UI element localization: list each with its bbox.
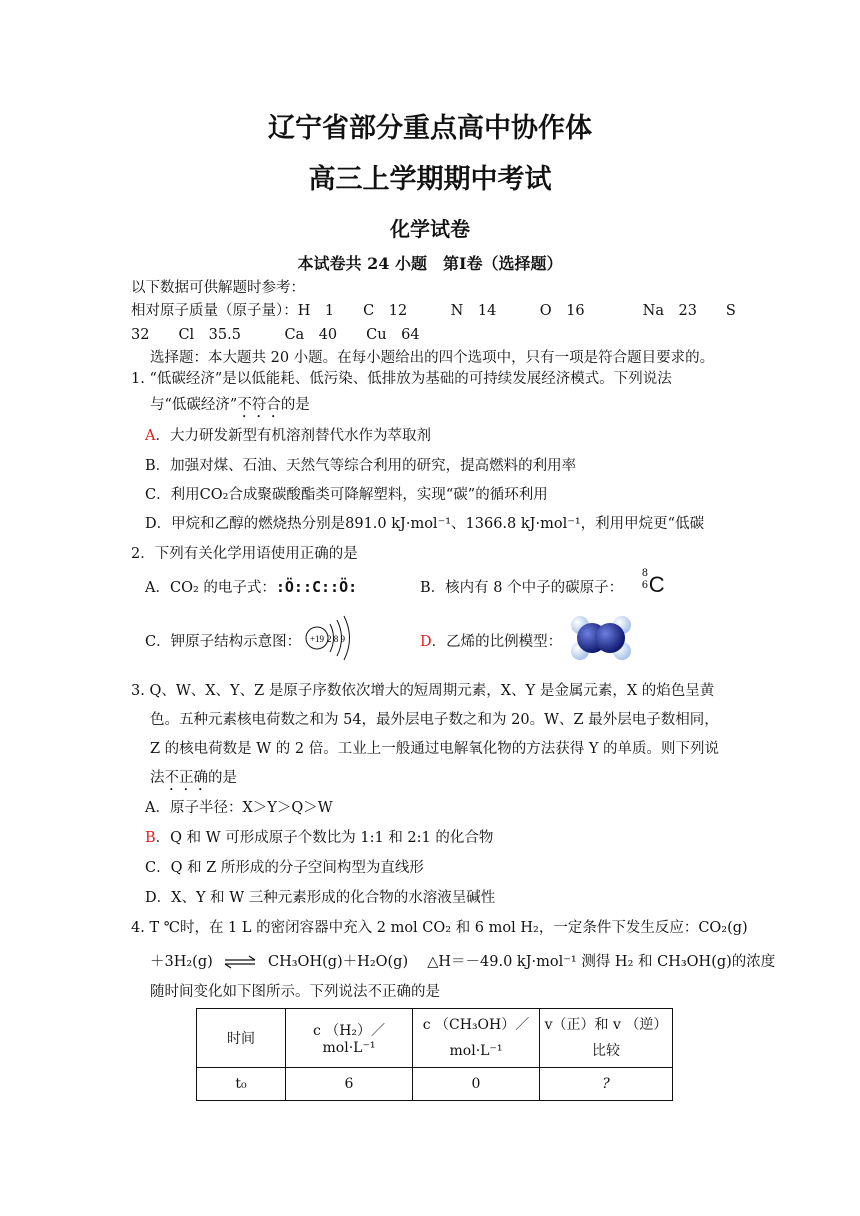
reversible-arrow-icon <box>223 955 257 969</box>
q4-products: CH₃OH(g)＋H₂O(g) △H＝－49.0 kJ·mol⁻¹ 测得 H₂ 和 CH₃OH(g)的浓度 <box>268 954 776 970</box>
q1-option-a[interactable] <box>145 424 431 445</box>
q1-option-d[interactable]: D．甲烷和乙醇的燃烧热分别是891.0 kJ·mol⁻¹、1366.8 kJ·mol⁻¹，利用甲烷更“低碳 <box>145 516 705 532</box>
q4-stem-line-1: 4. T ℃时，在 1 L 的密闭容器中充入 2 mol CO₂ 和 6 mol H₂，一定条件下发生反应：CO₂(g) <box>131 920 748 936</box>
q2-option-a-label: A．CO₂ 的电子式： <box>145 580 276 596</box>
table-header-row <box>197 1009 673 1068</box>
q3-stem-line-1: 3. Q、W、X、Y、Z 是原子序数依次增大的短周期元素，X、Y 是金属元素，X 的焰色呈黄 <box>131 683 715 699</box>
q2-option-d-label: ．乙烯的比例模型： <box>431 634 563 650</box>
q3-option-d[interactable]: D．X、Y 和 W 三种元素形成的化合物的水溶液呈碱性 <box>145 890 496 906</box>
q4-reactants: ＋3H₂(g) <box>150 954 213 970</box>
q2-option-b[interactable] <box>420 568 665 597</box>
electron-shells: 2 8 9 <box>327 634 345 644</box>
ethylene-space-filling-model <box>570 612 632 664</box>
atom-nucleus-charge: +19 <box>309 634 325 644</box>
q3-option-a[interactable]: A．原子半径：X＞Y＞Q＞W <box>145 800 333 816</box>
q3-emphasis: 不正确 <box>164 770 208 786</box>
q3-stem-line-2: 色。五种元素核电荷数之和为 54，最外层电子数之和为 20。W、Z 最外层电子数相同， <box>150 712 719 728</box>
q4-stem-line-2 <box>150 950 775 971</box>
q1-stem-line-1: 1. “低碳经济”是以低能耗、低污染、低排放为基础的可持续发展经济模式。下列说法 <box>131 371 672 387</box>
table-cell: ? <box>540 1068 673 1101</box>
q3-stem-line-4 <box>150 766 237 794</box>
q1-option-b[interactable]: B．加强对煤、石油、天然气等综合利用的研究，提高燃料的利用率 <box>145 458 577 474</box>
nuclide-atomic-number: 6 <box>641 580 649 591</box>
table-header-cell <box>540 1009 673 1068</box>
table-cell: 6 <box>286 1068 413 1101</box>
nuclide-symbol: C <box>648 572 665 597</box>
title-line-2: 高三上学期期中考试 <box>308 164 552 195</box>
q2-option-d[interactable] <box>420 630 562 651</box>
carbon-nuclide <box>628 568 665 597</box>
table-header-cell: c （H₂）／mol·L⁻¹ <box>286 1009 413 1068</box>
q3-stem-end: 的是 <box>208 770 237 786</box>
table-header-line: 比较 <box>592 1043 620 1059</box>
section-title: 本试卷共 24 小题 第Ⅰ卷（选择题） <box>297 254 563 273</box>
table-header-line: mol·L⁻¹ <box>449 1043 503 1059</box>
q3-stem-line-3: Z 的核电荷数是 W 的 2 倍。工业上一般通过电解氧化物的方法获得 Y 的单质。则下列说 <box>150 741 720 757</box>
q2-option-c[interactable]: C．钾原子结构示意图： <box>145 634 302 650</box>
q2-option-d-letter: D <box>420 634 432 650</box>
table-row <box>197 1068 673 1101</box>
nuclide-mass-number: 8 <box>641 568 649 579</box>
q3-stem-part: 法 <box>150 770 165 786</box>
q1-option-a-text: ．大力研发新型有机溶剂替代水作为萃取剂 <box>155 428 431 444</box>
table-cell: t₀ <box>197 1068 286 1101</box>
q2-stem: 2．下列有关化学用语使用正确的是 <box>131 546 358 562</box>
q1-stem-line-2 <box>150 393 310 421</box>
carbon-atom <box>595 623 625 653</box>
q3-option-b-text: ．Q 和 W 可形成原子个数比为 1:1 和 2:1 的化合物 <box>155 830 494 846</box>
table-header-line: c （CH₃OH）／ <box>422 1017 530 1033</box>
q4-stem-line-3: 随时间变化如下图所示。下列说法不正确的是 <box>150 984 440 1000</box>
q1-stem-part: 与“低碳经济” <box>150 397 238 413</box>
instruction: 选择题：本大题共 20 小题。在每小题给出的四个选项中，只有一项是符合题目要求的。 <box>150 350 715 366</box>
atomic-masses-line-1: 相对原子质量（原子量）：H 1 C 12 N 14 O 16 Na 23 S <box>131 303 736 319</box>
reference-note: 以下数据可供解题时参考： <box>131 280 305 296</box>
q2-option-b-label: B．核内有 8 个中子的碳原子： <box>420 580 624 596</box>
co2-electron-formula: :Ö::C::Ö: <box>275 578 358 596</box>
table-header-line: v（正）和 v （逆） <box>544 1017 668 1033</box>
q3-option-c[interactable]: C．Q 和 Z 所形成的分子空间构型为直线形 <box>145 860 424 876</box>
atomic-masses-line-2: 32 Cl 35.5 Ca 40 Cu 64 <box>131 327 420 343</box>
q1-option-c[interactable]: C．利用CO₂合成聚碳酸酯类可降解塑料，实现“碳”的循环利用 <box>145 487 548 503</box>
potassium-atom-diagram <box>304 612 364 664</box>
table-header-cell <box>413 1009 540 1068</box>
concentration-table <box>196 1008 673 1101</box>
q1-stem-end: 的是 <box>280 397 310 413</box>
q1-option-a-letter: A <box>145 428 156 444</box>
table-header-cell: 时间 <box>197 1009 286 1068</box>
title-line-1: 辽宁省部分重点高中协作体 <box>268 113 592 144</box>
q3-option-b[interactable] <box>145 826 493 847</box>
table-cell: 0 <box>413 1068 540 1101</box>
subject-title: 化学试卷 <box>390 217 470 241</box>
q2-option-a[interactable] <box>145 576 357 597</box>
q3-option-b-letter: B <box>145 830 156 846</box>
q1-emphasis: 不符合 <box>237 397 281 413</box>
